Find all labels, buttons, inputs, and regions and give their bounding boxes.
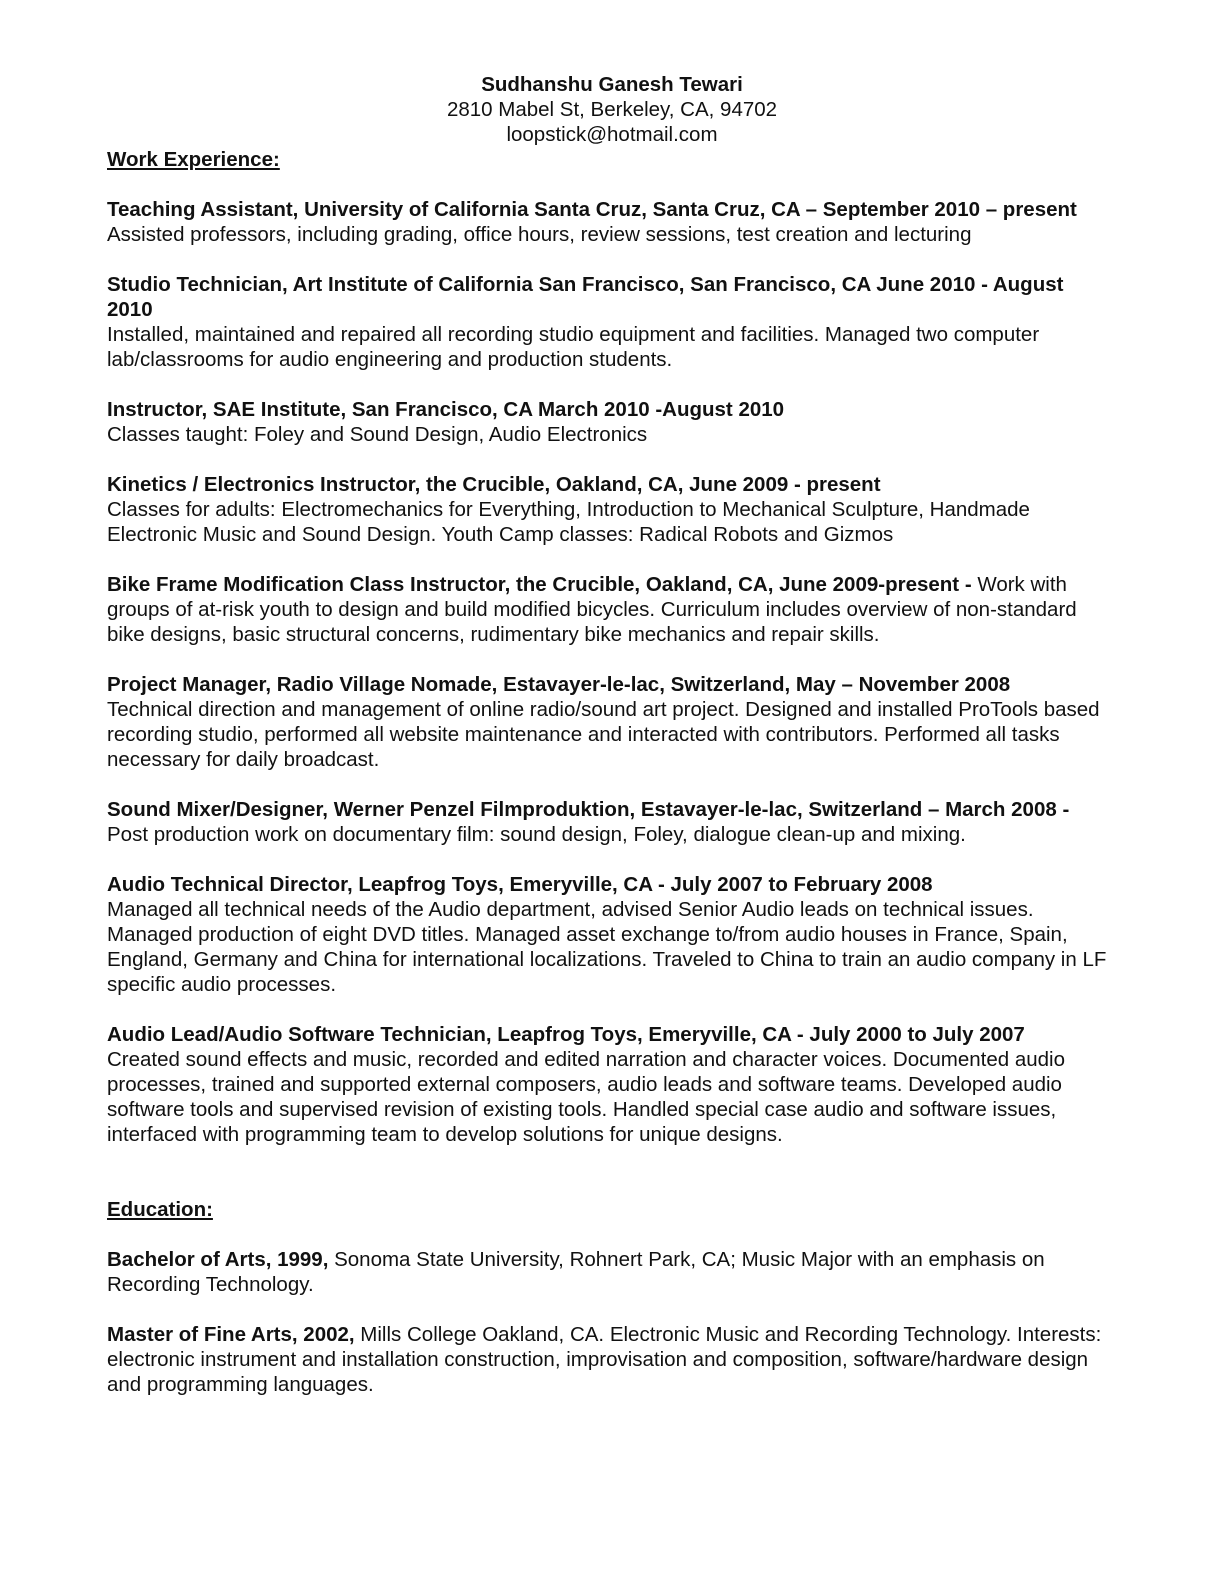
work-entry: [107, 572, 1107, 647]
work-entry-heading: Instructor, SAE Institute, San Francisco, CA March 2010 -August 2010: [107, 398, 785, 421]
work-entry-inline-text: Post production work on documentary film: sound design, Foley, dialogue clean-up and mixing.: [107, 823, 966, 846]
work-entry-inline-text: Work with groups of at-risk youth to design and build modified bicycles. Curriculum includes overview of non-standard bike designs, basic structural concerns, rudimentary bike mechanics and repair skills.: [107, 573, 1077, 646]
work-entry-body: Created sound effects and music, recorded and edited narration and character voices. Documented audio processes, trained and supported external composers, audio leads and software teams. Developed audio software tools and supervised revision of existing tools. Handled special case audio and software issues, interfaced with programming team to develop solutions for unique designs.: [107, 1048, 1066, 1146]
work-entry-body: Assisted professors, including grading, office hours, review sessions, test creation and lecturing: [107, 223, 972, 246]
candidate-email: loopstick@hotmail.com: [506, 123, 718, 146]
resume-header: [0, 72, 1224, 147]
education-entry-heading: Bachelor of Arts, 1999,: [107, 1248, 329, 1271]
education-entry-heading: Master of Fine Arts, 2002,: [107, 1323, 355, 1346]
work-entry: [107, 872, 1107, 997]
work-entry-heading: Audio Technical Director, Leapfrog Toys, Emeryville, CA - July 2007 to February 2008: [107, 873, 933, 896]
work-entry-body: Installed, maintained and repaired all recording studio equipment and facilities. Managed two computer lab/classrooms for audio engineering and production students.: [107, 323, 1040, 371]
work-entry-heading: Project Manager, Radio Village Nomade, Estavayer-le-lac, Switzerland, May – November 2008: [107, 673, 1011, 696]
work-entry: [107, 797, 1107, 847]
work-entry: [107, 397, 1107, 447]
education-entry-text: Sonoma State University, Rohnert Park, CA; Music Major with an emphasis on Recording Technology.: [107, 1248, 1045, 1296]
work-entry-body: Classes taught: Foley and Sound Design, Audio Electronics: [107, 423, 648, 446]
work-entry: [107, 272, 1107, 372]
candidate-address: 2810 Mabel St, Berkeley, CA, 94702: [446, 98, 778, 121]
work-entry: [107, 472, 1107, 547]
work-entry-body: Managed all technical needs of the Audio department, advised Senior Audio leads on technical issues. Managed production of eight DVD titles. Managed asset exchange to/from audio houses in France, Spain, England, Germany and China for international localizations. Traveled to China to train an audio company in LF specific audio processes.: [107, 898, 1107, 996]
work-entry-body: Classes for adults: Electromechanics for Everything, Introduction to Mechanical Sculpture, Handmade Electronic Music and Sound Design. Youth Camp classes: Radical Robots and Gizmos: [107, 498, 1030, 546]
work-entry: [107, 672, 1107, 772]
education-section: [107, 1197, 1107, 1397]
resume-page: [107, 72, 1107, 1397]
work-entry-body: Technical direction and management of online radio/sound art project. Designed and installed ProTools based recording studio, performed all website maintenance and interacted with contributors. Performed all tasks necessary for daily broadcast.: [107, 698, 1100, 771]
work-entry-heading: Sound Mixer/Designer, Werner Penzel Filmproduktion, Estavayer-le-lac, Switzerland – March 2008 -: [107, 798, 1070, 821]
work-entry-heading: Teaching Assistant, University of California Santa Cruz, Santa Cruz, CA – September 2010 – present: [107, 198, 1077, 221]
education-entry: [107, 1247, 1107, 1297]
education-entry-text: Mills College Oakland, CA. Electronic Music and Recording Technology. Interests: electronic instrument and installation construction, improvisation and composition, software/hardware design and programming languages.: [107, 1323, 1102, 1396]
work-entry: [107, 197, 1107, 247]
work-entry: [107, 1022, 1107, 1147]
work-experience-title: Work Experience:: [107, 148, 280, 171]
candidate-name: Sudhanshu Ganesh Tewari: [481, 73, 743, 96]
education-entry: [107, 1322, 1107, 1397]
work-entry-heading: Audio Lead/Audio Software Technician, Leapfrog Toys, Emeryville, CA - July 2000 to July 2007: [107, 1023, 1025, 1046]
work-entry-heading: Kinetics / Electronics Instructor, the Crucible, Oakland, CA, June 2009 - present: [107, 473, 881, 496]
work-entry-heading: Studio Technician, Art Institute of California San Francisco, San Francisco, CA June 2010 - August 2010: [107, 273, 1064, 321]
education-title: Education:: [107, 1198, 213, 1221]
work-entry-heading: Bike Frame Modification Class Instructor, the Crucible, Oakland, CA, June 2009-present -: [107, 573, 972, 596]
